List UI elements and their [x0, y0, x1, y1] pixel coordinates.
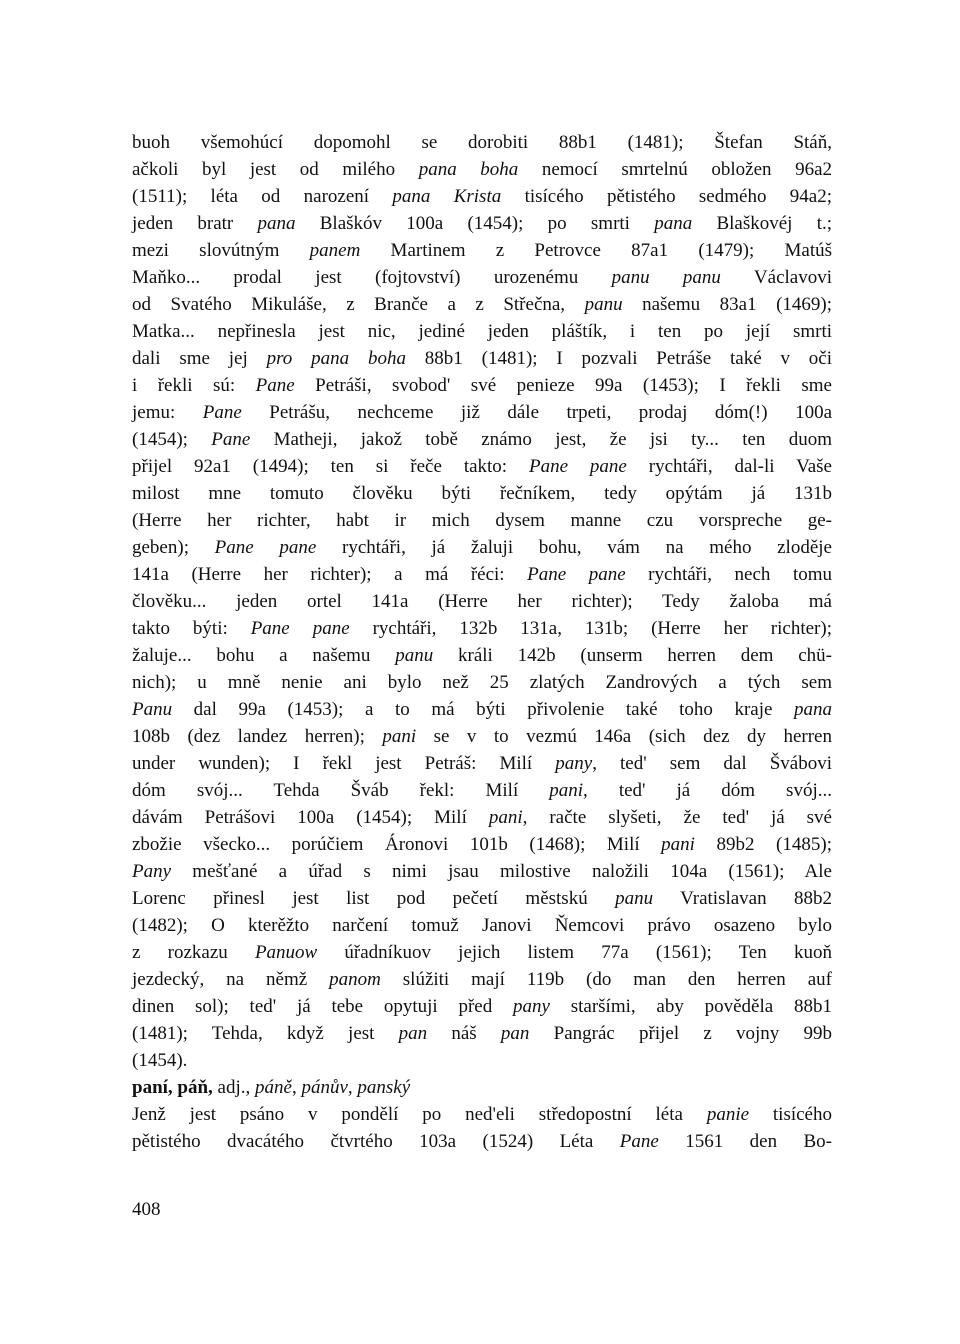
- text-line: Panu dal 99a (1453); a to má býti přivolenie také toho kraje pana: [132, 699, 832, 720]
- text-line: under wunden); I řekl jest Petráš: Milí pany, ted' sem dal Švábovi: [132, 753, 832, 774]
- text-line: pětistého dvacátého čtvrtého 103a (1524) Léta Pane 1561 den Bo-: [132, 1131, 833, 1152]
- text-line: z rozkazu Panuow úřadníkuov jejich listem 77a (1561); Ten kuoň: [132, 942, 833, 963]
- text-line: (1482); O kterěžto narčení tomuž Janovi Ňemcovi právo osazeno bylo: [132, 915, 832, 936]
- text-line: jeden bratr pana Blaškóv 100a (1454); po smrti pana Blaškovéj t.;: [132, 213, 832, 234]
- text-line: (1511); léta od narození pana Krista tisícého pětistého sedmého 94a2;: [132, 186, 832, 207]
- text-line: dali sme jej pro pana boha 88b1 (1481); I pozvali Petráše také v oči: [132, 348, 833, 369]
- text-line: přijel 92a1 (1494); ten si řeče takto: Pane pane rychtáři, dal-li Vaše: [132, 456, 832, 477]
- page-number: 408: [132, 1199, 161, 1220]
- text-line: dóm svój... Tehda Šváb řekl: Milí pani, ted' já dóm svój...: [132, 780, 832, 801]
- text-line: buoh všemohúcí dopomohl se dorobiti 88b1 (1481); Štefan Stáň,: [132, 132, 832, 153]
- text-line: Maňko... prodal jest (fojtovství) urozenému panu panu Václavovi: [132, 267, 832, 288]
- text-line: 108b (dez landez herren); pani se v to vezmú 146a (sich dez dy herren: [132, 726, 832, 747]
- text-line: Matka... nepřinesla jest nic, jediné jeden pláštík, i ten po její smrti: [132, 321, 832, 342]
- text-line: žaluje... bohu a našemu panu králi 142b (unserm herren dem chü-: [132, 645, 832, 666]
- text-line: jemu: Pane Petrášu, nechceme již dále trpeti, prodaj dóm(!) 100a: [132, 402, 833, 423]
- text-line: mezi slovútným panem Martinem z Petrovce 87a1 (1479); Matúš: [132, 240, 832, 261]
- text-line: dávám Petrášovi 100a (1454); Milí pani, račte slyšeti, že ted' já své: [132, 807, 832, 828]
- text-line: milost mne tomuto člověku býti řečníkem, tedy opýtám já 131b: [132, 483, 832, 504]
- text-line: člověku... jeden ortel 141a (Herre her richter); Tedy žaloba má: [132, 591, 832, 612]
- text-line: (1454).: [132, 1050, 188, 1071]
- text-body: [132, 129, 832, 1155]
- text-line: ačkoli byl jest od milého pana boha nemocí smrtelnú obložen 96a2: [132, 159, 833, 180]
- text-line: Lorenc přinesl jest list pod pečetí městskú panu Vratislavan 88b2: [132, 888, 833, 909]
- text-line: 141a (Herre her richter); a má řéci: Pane pane rychtáři, nech tomu: [132, 564, 833, 585]
- text-line: Pany mešťané a úřad s nimi jsau milostive naložili 104a (1561); Ale: [132, 861, 832, 882]
- text-line: jezdecký, na němž panom slúžiti mají 119b (do man den herren auf: [132, 969, 832, 990]
- text-line: geben); Pane pane rychtáři, já žaluji bohu, vám na mého zloděje: [132, 537, 832, 558]
- text-line: (1454); Pane Matheji, jakož tobě známo jest, že jsi ty... ten duom: [132, 429, 832, 450]
- text-line: od Svatého Mikuláše, z Branče a z Střečna, panu našemu 83a1 (1469);: [132, 294, 833, 315]
- text-line: dinen sol); ted' já tebe opytuji před pany staršími, aby pověděla 88b1: [132, 996, 832, 1017]
- entry-heading: paní, páň, adj., páně, pánův, panský: [132, 1077, 411, 1098]
- text-line: nich); u mně nenie ani bylo než 25 zlatých Zandrových a tých sem: [132, 672, 832, 693]
- text-line: zbožie všecko... porúčiem Áronovi 101b (1468); Milí pani 89b2 (1485);: [132, 834, 832, 855]
- text-line: i řekli sú: Pane Petráši, svobod' své penieze 99a (1453); I řekli sme: [132, 375, 832, 396]
- text-line: takto býti: Pane pane rychtáři, 132b 131a, 131b; (Herre her richter);: [132, 618, 832, 639]
- text-line: Jenž jest psáno v pondělí po ned'eli středopostní léta panie tisícého: [132, 1104, 832, 1125]
- text-line: (1481); Tehda, když jest pan náš pan Pangrác přijel z vojny 99b: [132, 1023, 832, 1044]
- text-line: (Herre her richter, habt ir mich dysem manne czu vorspreche ge-: [132, 510, 832, 531]
